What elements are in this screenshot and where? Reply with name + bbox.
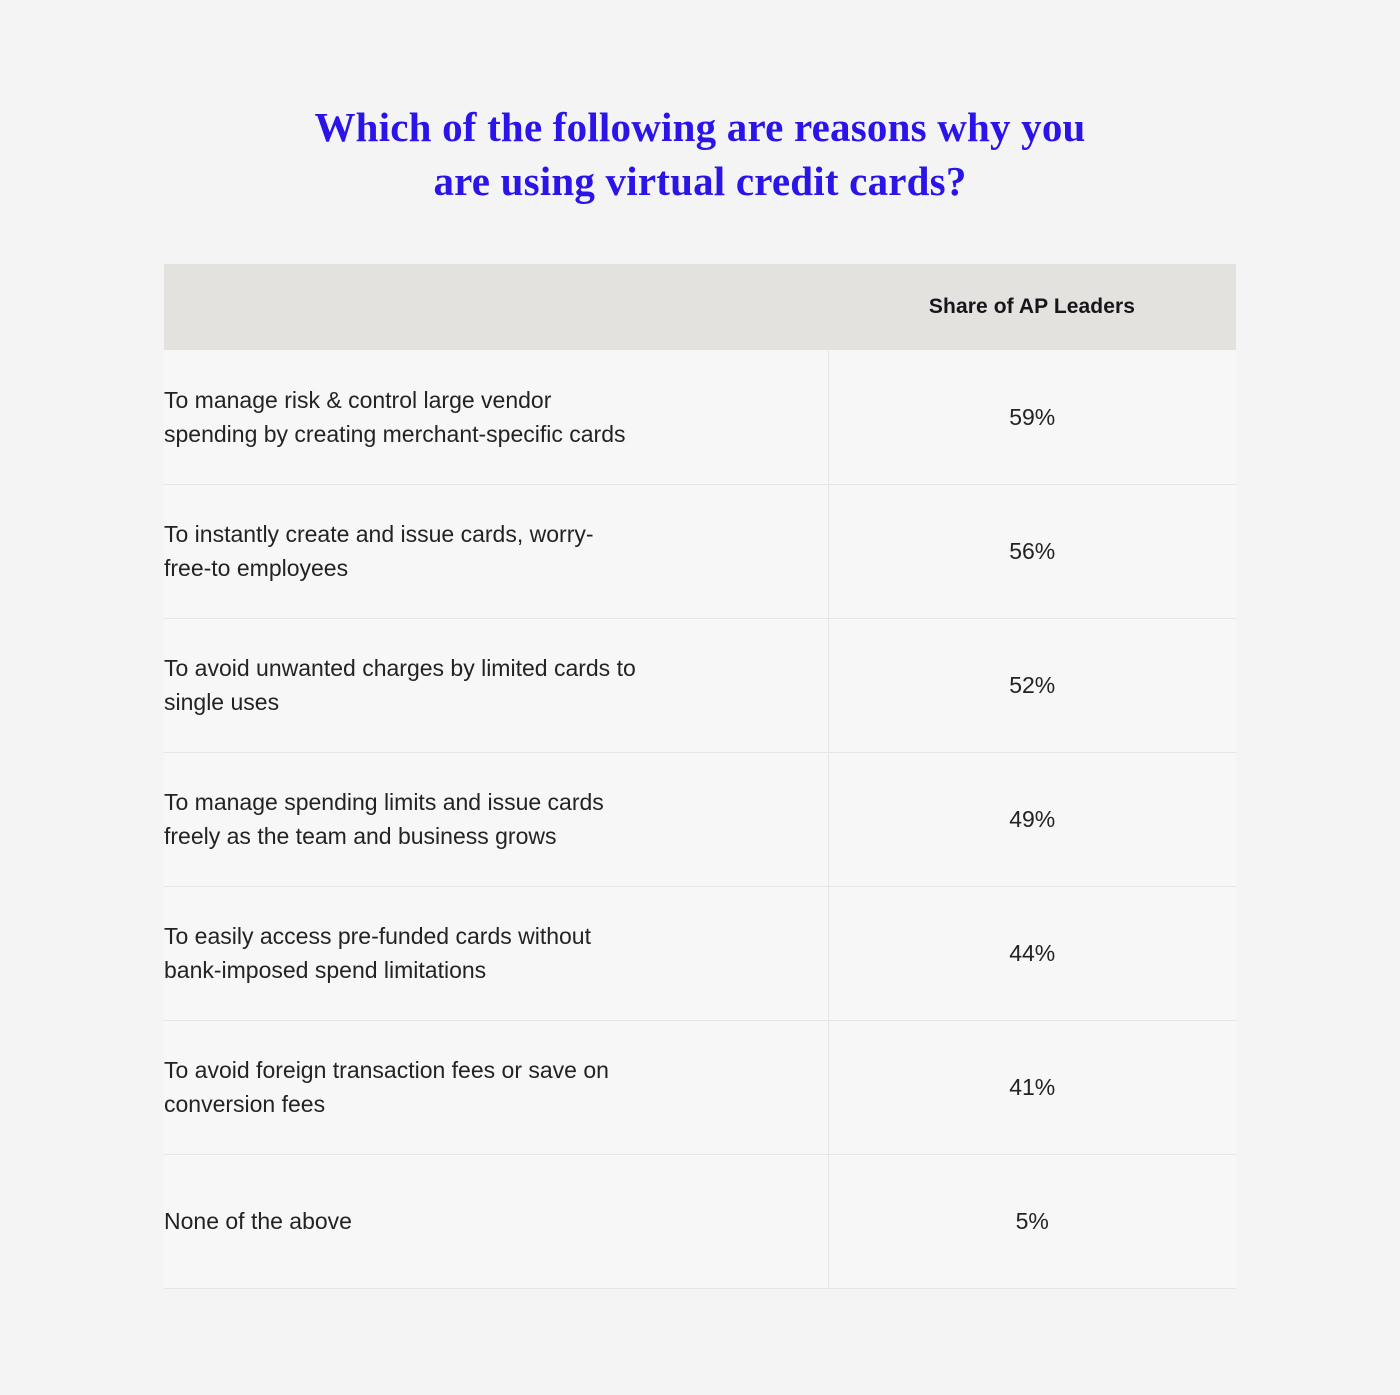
- table-row: [164, 886, 1236, 1020]
- page-title-line-1: Which of the following are reasons why you: [314, 104, 1086, 150]
- row-label-line-2: freely as the team and business grows: [164, 823, 557, 850]
- row-value: 44%: [828, 886, 1236, 1020]
- header-cell-reason: [164, 264, 828, 350]
- row-value: 41%: [828, 1020, 1236, 1154]
- page-title: [0, 0, 1400, 208]
- row-value: 5%: [828, 1154, 1236, 1288]
- row-label-line-1: To avoid foreign transaction fees or save on: [164, 1057, 609, 1084]
- table-body: [164, 350, 1236, 1288]
- row-label: [164, 350, 828, 484]
- row-label-line-1: To instantly create and issue cards, worry-: [164, 521, 594, 548]
- table-header: [164, 264, 1236, 350]
- row-label-line-2: free-to employees: [164, 555, 349, 582]
- header-cell-share: Share of AP Leaders: [828, 264, 1236, 350]
- row-label: [164, 752, 828, 886]
- table-row: [164, 752, 1236, 886]
- page-title-line-2: are using virtual credit cards?: [433, 158, 967, 205]
- row-value: 59%: [828, 350, 1236, 484]
- row-value: 52%: [828, 618, 1236, 752]
- row-label-line-1: To avoid unwanted charges by limited cards to: [164, 655, 636, 682]
- survey-table: [164, 264, 1236, 1289]
- table-header-row: [164, 264, 1236, 350]
- row-value: 49%: [828, 752, 1236, 886]
- row-label-line-2: single uses: [164, 689, 280, 716]
- row-label: [164, 618, 828, 752]
- row-label-line-1: None of the above: [164, 1208, 352, 1235]
- row-label: [164, 484, 828, 618]
- row-label-line-2: conversion fees: [164, 1091, 326, 1118]
- row-label-line-1: To manage risk & control large vendor: [164, 386, 552, 413]
- row-label: [164, 1154, 828, 1288]
- table-row: [164, 1020, 1236, 1154]
- table-row: [164, 484, 1236, 618]
- table-row: [164, 618, 1236, 752]
- row-label-line-1: To manage spending limits and issue cards: [164, 789, 604, 816]
- row-label-line-2: bank-imposed spend limitations: [164, 957, 487, 984]
- survey-table-container: [164, 264, 1236, 1289]
- row-label: [164, 886, 828, 1020]
- table-row: [164, 350, 1236, 484]
- row-label-line-2: spending by creating merchant-specific cards: [164, 420, 626, 447]
- table-row: [164, 1154, 1236, 1288]
- row-value: 56%: [828, 484, 1236, 618]
- row-label-line-1: To easily access pre-funded cards without: [164, 923, 591, 950]
- row-label: [164, 1020, 828, 1154]
